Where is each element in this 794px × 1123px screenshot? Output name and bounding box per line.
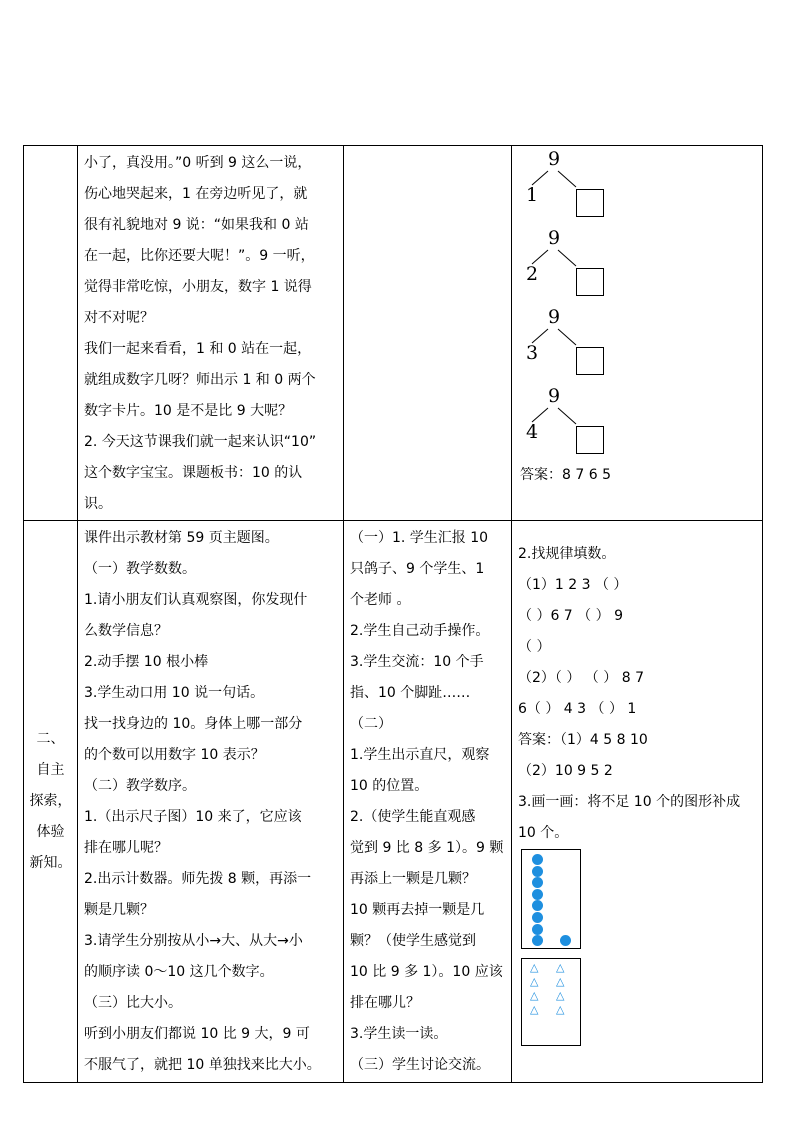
decomposition-tree bbox=[518, 386, 757, 465]
part-number: 2 bbox=[526, 263, 539, 285]
triangle-shape: △ bbox=[530, 1003, 539, 1016]
circle-shape bbox=[532, 912, 543, 923]
text-line: 在一起，比你还要大呢！”。9 一听， bbox=[84, 248, 315, 264]
triangle-shape: △ bbox=[556, 989, 565, 1002]
student-activity-cell bbox=[344, 521, 512, 1083]
text-line: 不服气了，就把 10 单独找来比大小。 bbox=[84, 1057, 321, 1073]
text-line: 10 个。 bbox=[518, 825, 569, 841]
text-line: 排在哪儿？ bbox=[350, 995, 420, 1011]
text-line: 伤心地哭起来，1 在旁边听见了，就 bbox=[84, 186, 308, 202]
circle-shape bbox=[532, 935, 543, 946]
text-line: （三）比大小。 bbox=[84, 995, 182, 1011]
circle-shape bbox=[532, 900, 543, 911]
text-line: 6（ ） 4 3 （ ） 1 bbox=[518, 701, 637, 717]
text-line: （三）学生讨论交流。 bbox=[350, 1057, 490, 1073]
text-line: 颗是几颗？ bbox=[84, 902, 154, 918]
text-line: 2.（使学生能直观感 bbox=[350, 809, 476, 825]
teacher-activity-cell bbox=[78, 521, 344, 1083]
text-line: 对不对呢？ bbox=[84, 310, 154, 326]
text-line: 个老师 。 bbox=[350, 592, 411, 608]
stage-cell bbox=[24, 521, 78, 1083]
text-line: 觉到 9 比 8 多 1）。9 颗 bbox=[350, 840, 504, 856]
part-number: 3 bbox=[526, 342, 539, 364]
table-row bbox=[24, 521, 763, 1083]
whole-number: 9 bbox=[548, 227, 561, 249]
stage-label: 新知。 bbox=[29, 855, 72, 871]
triangle-shape: △ bbox=[530, 975, 539, 988]
text-line: （2）（ ） （ ） 8 7 bbox=[518, 670, 644, 686]
triangles-figure bbox=[521, 958, 581, 1046]
text-line: 2.学生自己动手操作。 bbox=[350, 623, 490, 639]
circles-figure bbox=[521, 849, 581, 949]
circle-shape bbox=[560, 935, 571, 946]
text-line: 10 颗再去掉一颗是几 bbox=[350, 902, 485, 918]
stage-label: 二、 bbox=[36, 731, 65, 747]
part-number: 4 bbox=[526, 421, 539, 443]
text-line: 10 的位置。 bbox=[350, 778, 429, 794]
text-line: 1.（出示尺子图）10 来了，它应该 bbox=[84, 809, 302, 825]
triangle-shape: △ bbox=[530, 989, 539, 1002]
stage-label: 自主 bbox=[36, 762, 65, 778]
text-line: 答案：（1）4 5 8 10 bbox=[518, 732, 648, 748]
text-line: 么数学信息？ bbox=[84, 623, 168, 639]
triangle-shape: △ bbox=[530, 961, 539, 974]
text-line: 找一找身边的 10。身体上哪一部分 bbox=[84, 716, 303, 732]
text-line: 就组成数字几呀？师出示 1 和 0 两个 bbox=[84, 372, 316, 388]
text-line: 排在哪儿呢？ bbox=[84, 840, 168, 856]
text-line: 觉得非常吃惊，小朋友，数字 1 说得 bbox=[84, 279, 312, 295]
whole-number: 9 bbox=[548, 306, 561, 328]
text-line: （2）10 9 5 2 bbox=[518, 763, 613, 779]
text-line: 3.学生交流：10 个手 bbox=[350, 654, 484, 670]
text-line: （ ）6 7 （ ） 9 bbox=[518, 608, 623, 624]
answer-box bbox=[576, 347, 604, 375]
text-line: 1.请小朋友们认真观察图，你发现什 bbox=[84, 592, 308, 608]
text-line: 3.请学生分别按从小→大、从大→小 bbox=[84, 933, 303, 949]
text-line: 很有礼貌地对 9 说：“如果我和 0 站 bbox=[84, 217, 309, 233]
circle-shape bbox=[532, 854, 543, 865]
stage-label: 探索， bbox=[29, 793, 72, 809]
text-line: 的个数可以用数字 10 表示？ bbox=[84, 747, 265, 763]
text-line: 指、10 个脚趾…… bbox=[350, 685, 471, 701]
stage-cell bbox=[24, 146, 78, 521]
answer-box bbox=[576, 268, 604, 296]
decomposition-tree bbox=[518, 307, 757, 386]
text-line: 2.出示计数器。师先拨 8 颗，再添一 bbox=[84, 871, 312, 887]
whole-number: 9 bbox=[548, 385, 561, 407]
text-line: （一）教学数数。 bbox=[84, 561, 196, 577]
text-line: （ ） bbox=[518, 639, 551, 655]
text-line: 再添上一颗是几颗？ bbox=[350, 871, 476, 887]
stage-label: 体验 bbox=[36, 824, 65, 840]
text-line: （1）1 2 3 （ ） bbox=[518, 577, 628, 593]
text-line: 3.学生动口用 10 说一句话。 bbox=[84, 685, 265, 701]
teacher-activity-cell bbox=[78, 146, 344, 521]
circle-shape bbox=[532, 866, 543, 877]
text-line: 小了，真没用。”0 听到 9 这么一说， bbox=[84, 155, 312, 171]
text-line: 只鸽子、9 个学生、1 bbox=[350, 561, 485, 577]
decomposition-tree bbox=[518, 228, 757, 307]
text-line: （二） bbox=[350, 716, 392, 732]
text-line: 3.学生读一读。 bbox=[350, 1026, 448, 1042]
circle-shape bbox=[532, 877, 543, 888]
text-line: 3.画一画：将不足 10 个的图形补成 bbox=[518, 794, 741, 810]
answer-box bbox=[576, 426, 604, 454]
whole-number: 9 bbox=[548, 148, 561, 170]
text-line: 我们一起来看看，1 和 0 站在一起， bbox=[84, 341, 312, 357]
circle-shape bbox=[532, 924, 543, 935]
triangle-shape: △ bbox=[556, 1003, 565, 1016]
part-number: 1 bbox=[526, 184, 539, 206]
text-line: （二）教学数序。 bbox=[84, 778, 196, 794]
answer-box bbox=[576, 189, 604, 217]
exercise-cell bbox=[512, 146, 763, 521]
text-line: 1.学生出示直尺，观察 bbox=[350, 747, 490, 763]
text-line: 的顺序读 0～10 这几个数字。 bbox=[84, 964, 274, 980]
text-line: 听到小朋友们都说 10 比 9 大，9 可 bbox=[84, 1026, 310, 1042]
triangle-shape: △ bbox=[556, 961, 565, 974]
text-line: 课件出示教材第 59 页主题图。 bbox=[84, 530, 279, 546]
circle-shape bbox=[532, 889, 543, 900]
text-line: 数字卡片。10 是不是比 9 大呢？ bbox=[84, 403, 293, 419]
triangle-shape: △ bbox=[556, 975, 565, 988]
decomposition-tree bbox=[518, 149, 757, 228]
answer-text: 答案：8 7 6 5 bbox=[520, 467, 611, 483]
text-line: 2. 今天这节课我们就一起来认识“10” bbox=[84, 434, 317, 450]
student-activity-cell bbox=[344, 146, 512, 521]
text-line: （一）1. 学生汇报 10 bbox=[350, 530, 489, 546]
text-line: 识。 bbox=[84, 496, 112, 512]
table-row bbox=[24, 146, 763, 521]
text-line: 颗？（使学生感觉到 bbox=[350, 933, 476, 949]
text-line: 2.找规律填数。 bbox=[518, 546, 616, 562]
exercise-cell bbox=[512, 521, 763, 1083]
text-line: 2.动手摆 10 根小棒 bbox=[84, 654, 209, 670]
lesson-plan-table bbox=[23, 145, 763, 1083]
text-line: 10 比 9 多 1）。10 应该 bbox=[350, 964, 503, 980]
text-line: 这个数字宝宝。课题板书：10 的认 bbox=[84, 465, 303, 481]
